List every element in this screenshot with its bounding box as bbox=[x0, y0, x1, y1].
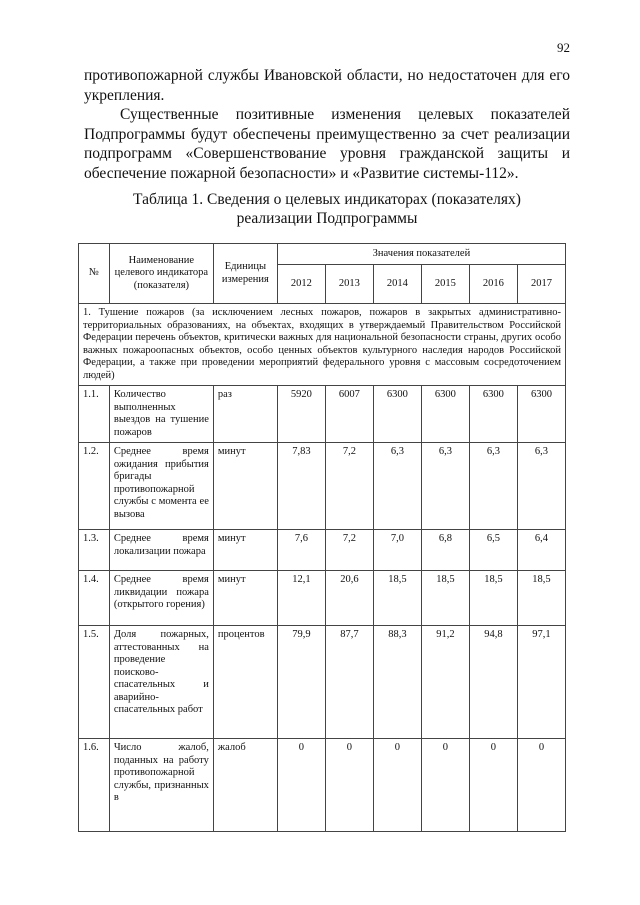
row-unit: процентов bbox=[213, 626, 277, 739]
table-row bbox=[79, 571, 566, 626]
row-value-2012: 7,83 bbox=[277, 443, 325, 530]
table-row bbox=[79, 739, 566, 832]
row-value-2016: 6300 bbox=[469, 386, 517, 443]
row-value-2013: 87,7 bbox=[325, 626, 373, 739]
row-value-2016: 0 bbox=[469, 739, 517, 832]
header-number: № bbox=[79, 244, 110, 304]
row-value-2015: 18,5 bbox=[421, 571, 469, 626]
table-caption bbox=[84, 190, 570, 228]
header-year-2015: 2015 bbox=[421, 265, 469, 304]
row-unit: раз bbox=[213, 386, 277, 443]
page-number: 92 bbox=[557, 40, 570, 55]
row-value-2017: 6,4 bbox=[517, 530, 565, 571]
row-value-2012: 12,1 bbox=[277, 571, 325, 626]
table-caption-line-2: реализации Подпрограммы bbox=[236, 210, 418, 227]
row-indicator-name: Число жалоб, поданных на работу противопожарной службы, признанных в bbox=[109, 739, 213, 832]
row-value-2015: 6,8 bbox=[421, 530, 469, 571]
row-value-2016: 6,3 bbox=[469, 443, 517, 530]
header-year-2017: 2017 bbox=[517, 265, 565, 304]
table-row bbox=[79, 626, 566, 739]
row-value-2015: 6300 bbox=[421, 386, 469, 443]
header-year-2016: 2016 bbox=[469, 265, 517, 304]
header-year-2013: 2013 bbox=[325, 265, 373, 304]
table-header-row bbox=[79, 244, 566, 265]
row-indicator-name: Среднее время ликвидации пожара (открытого горения) bbox=[109, 571, 213, 626]
row-value-2014: 6300 bbox=[373, 386, 421, 443]
row-value-2015: 0 bbox=[421, 739, 469, 832]
row-number: 1.1. bbox=[79, 386, 110, 443]
section-title: 1. Тушение пожаров (за исключением лесных пожаров, пожаров в закрытых административно-территориальных образованиях, на объектах, входящих в утверждаемый Правительством Российской Федерации перечень объектов, критически важных для национальной безопасности страны, других особо важных пожароопасных объектов, особо ценных объектов культурного наследия народов Российской Федерации, а также при проведении мероприятий федерального уровня с массовым сосредоточением людей) bbox=[79, 304, 566, 386]
header-indicator-name: Наименование целевого индикатора (показателя) bbox=[109, 244, 213, 304]
indicators-table bbox=[78, 243, 566, 832]
row-value-2012: 5920 bbox=[277, 386, 325, 443]
row-value-2012: 79,9 bbox=[277, 626, 325, 739]
row-indicator-name: Среднее время ожидания прибытия бригады противопожарной службы с момента ее вызова bbox=[109, 443, 213, 530]
row-value-2017: 18,5 bbox=[517, 571, 565, 626]
row-value-2012: 0 bbox=[277, 739, 325, 832]
row-number: 1.6. bbox=[79, 739, 110, 832]
section-row bbox=[79, 304, 566, 386]
body-paragraph-2: Существенные позитивные изменения целевых показателей Подпрограммы будут обеспечены преимущественно за счет реализации подпрограмм «Совершенствование уровня гражданской защиты и обеспечение пожарной безопасности» и «Развитие системы-112». bbox=[84, 106, 570, 182]
row-unit: минут bbox=[213, 571, 277, 626]
row-value-2016: 18,5 bbox=[469, 571, 517, 626]
row-unit: минут bbox=[213, 443, 277, 530]
row-value-2015: 6,3 bbox=[421, 443, 469, 530]
row-value-2013: 20,6 bbox=[325, 571, 373, 626]
header-year-2014: 2014 bbox=[373, 265, 421, 304]
row-value-2015: 91,2 bbox=[421, 626, 469, 739]
row-value-2016: 6,5 bbox=[469, 530, 517, 571]
row-value-2013: 7,2 bbox=[325, 530, 373, 571]
row-value-2017: 6,3 bbox=[517, 443, 565, 530]
row-value-2013: 7,2 bbox=[325, 443, 373, 530]
row-indicator-name: Среднее время локализации пожара bbox=[109, 530, 213, 571]
row-value-2014: 0 bbox=[373, 739, 421, 832]
header-year-2012: 2012 bbox=[277, 265, 325, 304]
row-value-2017: 6300 bbox=[517, 386, 565, 443]
row-unit: минут bbox=[213, 530, 277, 571]
row-indicator-name: Количество выполненных выездов на тушение пожаров bbox=[109, 386, 213, 443]
row-value-2013: 0 bbox=[325, 739, 373, 832]
table-row bbox=[79, 386, 566, 443]
body-paragraph-1: противопожарной службы Ивановской области, но недостаточен для его укрепления. bbox=[84, 67, 570, 104]
header-values: Значения показателей bbox=[277, 244, 565, 265]
table-caption-line-1: Таблица 1. Сведения о целевых индикаторах (показателях) bbox=[133, 191, 521, 208]
table-row bbox=[79, 443, 566, 530]
row-value-2016: 94,8 bbox=[469, 626, 517, 739]
row-indicator-name: Доля пожарных, аттестованных на проведение поисково-спасательных и аварийно-спасательных работ bbox=[109, 626, 213, 739]
header-unit: Единицы измерения bbox=[213, 244, 277, 304]
row-value-2013: 6007 bbox=[325, 386, 373, 443]
table-row bbox=[79, 530, 566, 571]
row-number: 1.2. bbox=[79, 443, 110, 530]
row-number: 1.4. bbox=[79, 571, 110, 626]
row-number: 1.5. bbox=[79, 626, 110, 739]
row-value-2014: 6,3 bbox=[373, 443, 421, 530]
row-value-2014: 7,0 bbox=[373, 530, 421, 571]
row-value-2014: 18,5 bbox=[373, 571, 421, 626]
row-number: 1.3. bbox=[79, 530, 110, 571]
row-value-2017: 97,1 bbox=[517, 626, 565, 739]
row-unit: жалоб bbox=[213, 739, 277, 832]
row-value-2017: 0 bbox=[517, 739, 565, 832]
row-value-2012: 7,6 bbox=[277, 530, 325, 571]
row-value-2014: 88,3 bbox=[373, 626, 421, 739]
